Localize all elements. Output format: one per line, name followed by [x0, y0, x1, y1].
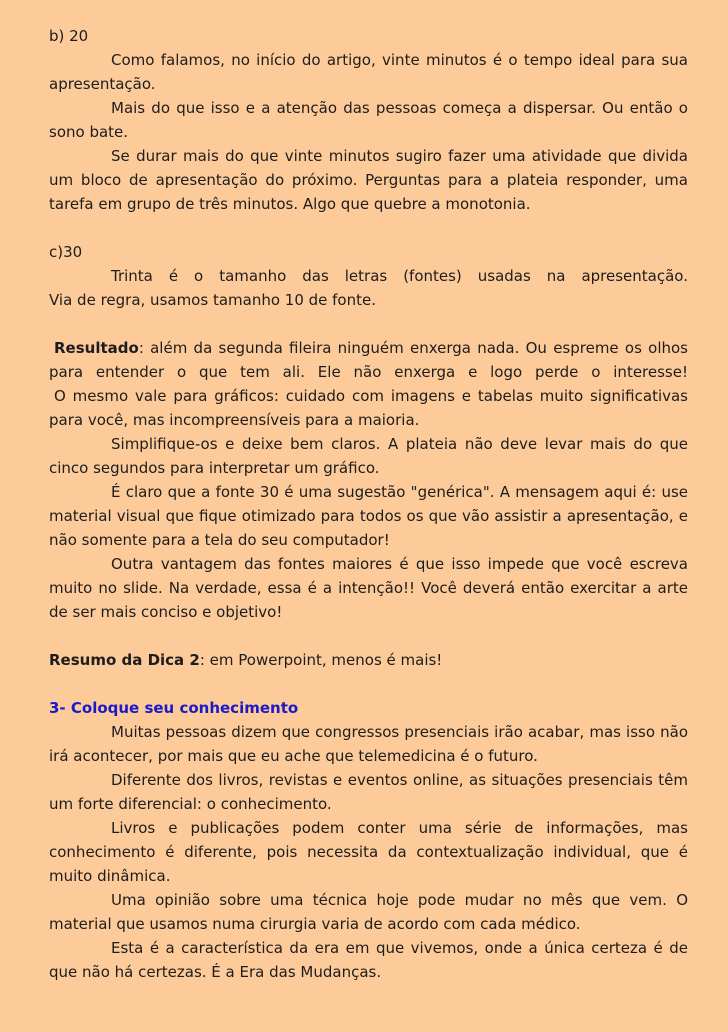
summary-line [49, 648, 688, 672]
paragraph-line: muito no slide. Na verdade, essa é a intenção!! Você deverá então exercitar a arte [49, 579, 688, 597]
paragraph-line: Como falamos, no início do artigo, vinte minutos é o tempo ideal para sua [111, 51, 688, 69]
paragraph-line: apresentação. [49, 75, 156, 93]
paragraph-line: irá acontecer, por mais que eu ache que telemedicina é o futuro. [49, 747, 538, 765]
paragraph-line: Diferente dos livros, revistas e eventos online, as situações presenciais têm [111, 771, 688, 789]
paragraph-line: Uma opinião sobre uma técnica hoje pode mudar no mês que vem. O [111, 891, 688, 909]
paragraph-line: Se durar mais do que vinte minutos sugiro fazer uma atividade que divida [111, 147, 688, 165]
result-text: : além da segunda fileira ninguém enxerga nada. Ou espreme os olhos [138, 339, 688, 357]
paragraph-line: Simplifique-os e deixe bem claros. A plateia não deve levar mais do que [111, 435, 688, 453]
paragraph-line: muito dinâmica. [49, 867, 171, 885]
paragraph-line: um bloco de apresentação do próximo. Perguntas para a plateia responder, uma [49, 171, 688, 189]
paragraph-line: cinco segundos para interpretar um gráfico. [49, 459, 380, 477]
blank-line [49, 624, 688, 648]
blank-line [49, 672, 688, 696]
blank-line [49, 216, 688, 240]
paragraph-line: para você, mas incompreensíveis para a maioria. [49, 411, 420, 429]
paragraph-line: Muitas pessoas dizem que congressos presenciais irão acabar, mas isso não [111, 723, 688, 741]
paragraph-line: Outra vantagem das fontes maiores é que isso impede que você escreva [111, 555, 688, 573]
summary-label: Resumo da Dica 2 [49, 651, 200, 669]
paragraph-line: Livros e publicações podem conter uma série de informações, mas [111, 819, 688, 837]
paragraph-line: conhecimento é diferente, pois necessita da contextualização individual, que é [49, 843, 688, 861]
option-b-label: b) 20 [49, 27, 89, 45]
paragraph-line: Mais do que isso e a atenção das pessoas começa a dispersar. Ou então o [111, 99, 688, 117]
result-line [49, 336, 688, 360]
result-label: Resultado [54, 339, 139, 357]
paragraph-line: sono bate. [49, 123, 129, 141]
paragraph-line: Trinta é o tamanho das letras (fontes) usadas na apresentação. [111, 267, 688, 285]
summary-text: : em Powerpoint, menos é mais! [199, 651, 443, 669]
paragraph-line: material visual que fique otimizado para todos os que vão assistir a apresentação, e [49, 507, 688, 525]
paragraph-line: de ser mais conciso e objetivo! [49, 603, 283, 621]
paragraph-line: É claro que a fonte 30 é uma sugestão "genérica". A mensagem aqui é: use [111, 483, 688, 501]
paragraph-line: para entender o que tem ali. Ele não enxerga e logo perde o interesse! [49, 363, 688, 381]
option-c-label: c)30 [49, 243, 83, 261]
blank-line [49, 312, 688, 336]
paragraph-line: O mesmo vale para gráficos: cuidado com imagens e tabelas muito significativas [54, 387, 688, 405]
paragraph-line: material que usamos numa cirurgia varia de acordo com cada médico. [49, 915, 581, 933]
paragraph-line: que não há certezas. É a Era das Mudanças. [49, 963, 382, 981]
paragraph-line: Via de regra, usamos tamanho 10 de fonte. [49, 291, 376, 309]
section-heading: 3- Coloque seu conhecimento [49, 699, 299, 717]
paragraph-line: um forte diferencial: o conhecimento. [49, 795, 332, 813]
paragraph-line: não somente para a tela do seu computador! [49, 531, 390, 549]
paragraph-line: tarefa em grupo de três minutos. Algo que quebre a monotonia. [49, 195, 531, 213]
paragraph-line: Esta é a característica da era em que vivemos, onde a única certeza é de [111, 939, 688, 957]
